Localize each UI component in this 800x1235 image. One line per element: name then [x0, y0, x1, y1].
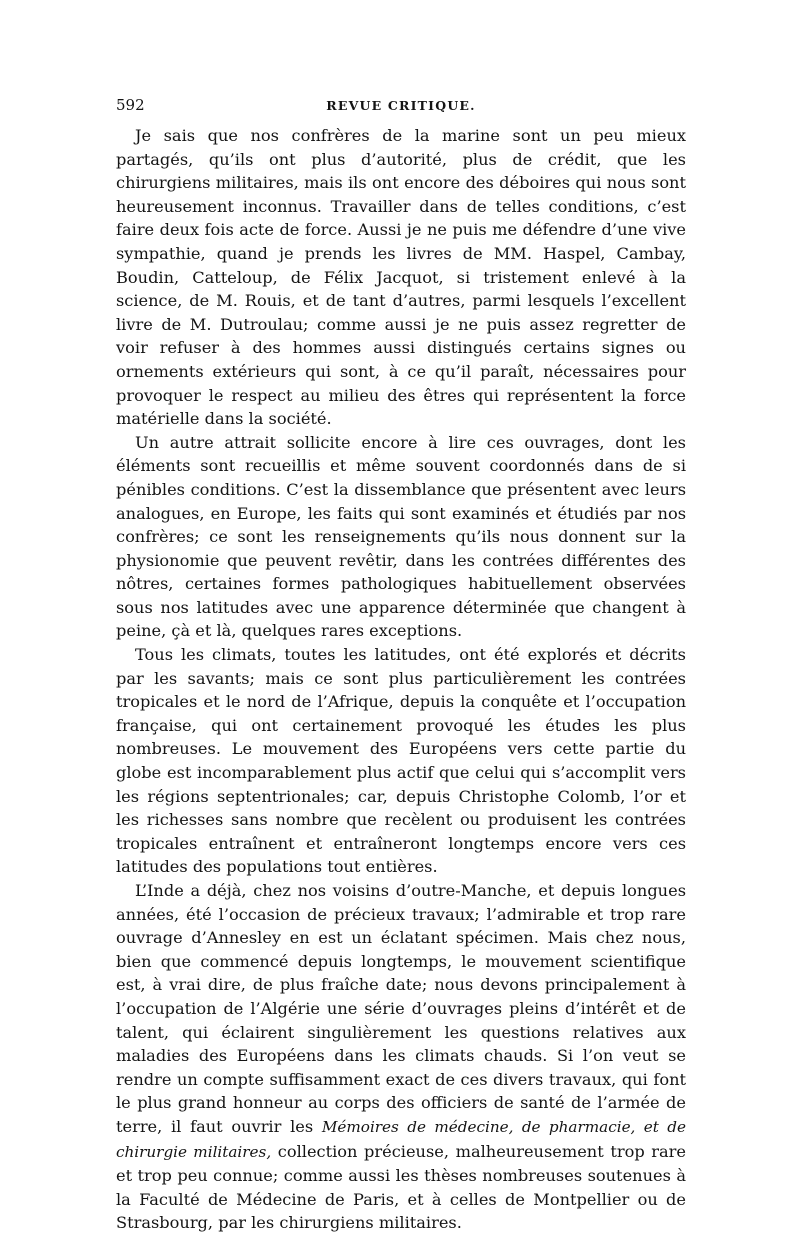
page-number: 592 [116, 96, 145, 114]
paragraph-4 [116, 879, 686, 1235]
paragraph-1: Je sais que nos confrères de la marine sont un peu mieux partagés, qu’ils ont plus d’autorité, plus de crédit, que les chirurgiens militaires, mais ils ont encore des déboires qui nous sont heureusement inconnus. Travailler dans de telles conditions, c’est faire deux fois acte de force. Aussi je ne puis me défendre d’une vive sympathie, quand je prends les livres de MM. Haspel, Cambay, Boudin, Catteloup, de Félix Jacquot, si tristement enlevé à la science, de M. Rouis, et de tant d’autres, parmi lesquels l’excellent livre de M. Dutroulau; comme aussi je ne puis assez regretter de voir refuser à des hommes aussi distingués certains signes ou ornements extérieurs qui sont, à ce qu’il paraît, nécessaires pour provoquer le respect au milieu des êtres qui représentent la force matérielle dans la société. [116, 126, 686, 429]
paragraph-3: Tous les climats, toutes les latitudes, ont été explorés et décrits par les savants; mais ce sont plus particulièrement les contrées tropicales et le nord de l’Afrique, depuis la conquête et l’occupation française, qui ont certainement provoqué les études les plus nombreuses. Le mouvement des Européens vers cette partie du globe est incomparablement plus actif que celui qui s’accomplit vers les régions septentrionales; car, depuis Christophe Colomb, l’or et les richesses sans nombre que recèlent ou produisent les contrées tropicales entraînent et entraîneront longtemps encore vers ces latitudes des populations tout entières. [116, 645, 686, 877]
paragraph-4-text-after: collection précieuse, malheureusement trop rare et trop peu connue; comme aussi les thèses nombreuses soutenues à la Faculté de Médecine de Paris, et à celles de Montpellier ou de Strasbourg, par les chirurgiens militaires. [116, 1141, 686, 1233]
paragraph-2: Un autre attrait sollicite encore à lire ces ouvrages, dont les éléments sont recueillis et même souvent coordonnés dans de si pénibles conditions. C’est la dissemblance que présentent avec leurs analogues, en Europe, les faits qui sont examinés et étudiés par nos confrères; ce sont les renseignements qu’ils nous donnent sur la physionomie que peuvent revêtir, dans les contrées différentes des nôtres, certaines formes pathologiques habituellement observées sous nos latitudes avec une apparence déterminée que changent à peine, çà et là, quelques rares exceptions. [116, 432, 686, 641]
book-page [116, 96, 686, 1235]
journal-title: Mémoires de médecine, de pharmacie, et de chirurgie militaires, [116, 1117, 686, 1161]
body-text [116, 124, 686, 1235]
running-title: REVUE CRITIQUE. [326, 98, 476, 113]
page-header [116, 96, 686, 118]
paragraph-4-text-before: L’Inde a déjà, chez nos voisins d’outre-Manche, et depuis longues années, été l’occasion de précieux travaux; l’admirable et trop rare ouvrage d’Annesley en est un éclatant spécimen. Mais chez nous, bien que commencé depuis longtemps, le mouvement scientifique est, à vrai dire, de plus fraîche date; nous devons principalement à l’occupation de l’Algérie une série d’ouvrages pleins d’intérêt et de talent, qui éclairent singulièrement les questions relatives aux maladies des Européens dans les climats chauds. Si l’on veut se rendre un compte suffisamment exact de ces divers travaux, qui font le plus grand honneur au corps des officiers de santé de l’armée de terre, il faut ouvrir les [116, 881, 686, 1136]
